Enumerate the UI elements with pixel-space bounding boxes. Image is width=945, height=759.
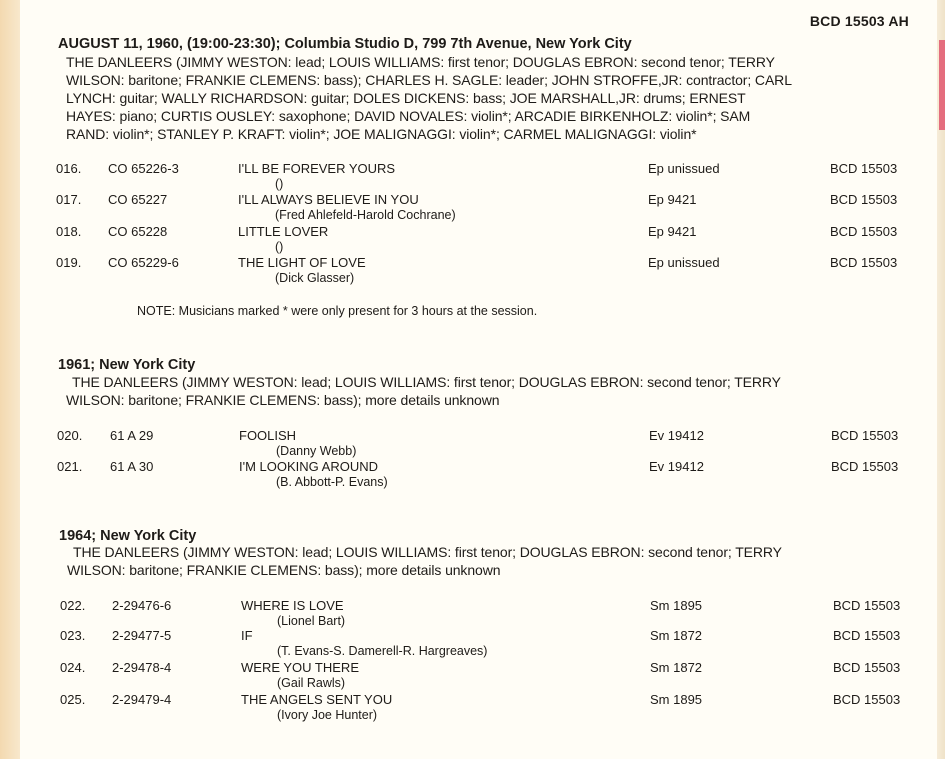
track-title: WHERE IS LOVE xyxy=(241,598,344,613)
track-composer: (Danny Webb) xyxy=(276,444,357,458)
track-issue: Ep unissued xyxy=(648,255,720,270)
track-number: 016. xyxy=(56,161,82,176)
track-issue: Sm 1872 xyxy=(650,660,703,675)
track-number: 023. xyxy=(60,628,86,643)
track-title: IF xyxy=(241,628,253,643)
track-composer: (Ivory Joe Hunter) xyxy=(277,708,378,722)
track-number: 025. xyxy=(60,692,86,707)
track-title: I'LL BE FOREVER YOURS xyxy=(238,161,396,176)
track-row xyxy=(0,459,945,491)
track-title: THE ANGELS SENT YOU xyxy=(241,692,393,707)
session-personnel xyxy=(67,543,782,579)
session-heading: AUGUST 11, 1960, (19:00-23:30); Columbia Studio D, 799 7th Avenue, New York City xyxy=(58,36,632,52)
track-composer: (Lionel Bart) xyxy=(277,614,346,628)
track-issue: Ev 19412 xyxy=(649,459,704,474)
track-issue: Ev 19412 xyxy=(649,428,704,443)
track-title: WERE YOU THERE xyxy=(241,660,359,675)
track-row xyxy=(0,161,945,193)
track-cd: BCD 15503 xyxy=(830,192,898,207)
track-number: 024. xyxy=(60,660,86,675)
personnel-line: WILSON: baritone; FRANKIE CLEMENS: bass); more details unknown xyxy=(66,392,500,408)
track-cd: BCD 15503 xyxy=(831,428,899,443)
personnel-line: THE DANLEERS (JIMMY WESTON: lead; LOUIS WILLIAMS: first tenor; DOUGLAS EBRON: second tenor; TERRY xyxy=(66,54,775,70)
personnel-line: THE DANLEERS (JIMMY WESTON: lead; LOUIS WILLIAMS: first tenor; DOUGLAS EBRON: second tenor; TERRY xyxy=(73,544,782,560)
matrix-number: CO 65227 xyxy=(108,192,168,207)
matrix-number: CO 65228 xyxy=(108,224,168,239)
track-row xyxy=(0,428,945,460)
track-title: I'M LOOKING AROUND xyxy=(239,459,379,474)
track-composer: () xyxy=(275,240,284,254)
track-cd: BCD 15503 xyxy=(833,598,901,613)
track-number: 021. xyxy=(57,459,83,474)
track-row xyxy=(0,628,945,660)
track-cd: BCD 15503 xyxy=(830,161,898,176)
personnel-line: LYNCH: guitar; WALLY RICHARDSON: guitar; DOLES DICKENS: bass; JOE MARSHALL,JR: drums; ERNEST xyxy=(66,90,746,106)
track-row xyxy=(0,255,945,287)
track-number: 020. xyxy=(57,428,83,443)
matrix-number: CO 65226-3 xyxy=(108,161,179,176)
track-composer: () xyxy=(275,177,284,191)
matrix-number: 61 A 29 xyxy=(110,428,154,443)
personnel-line: WILSON: baritone; FRANKIE CLEMENS: bass); CHARLES H. SAGLE: leader; JOHN STROFFE,JR: contractor; CARL xyxy=(66,72,792,88)
personnel-line: HAYES: piano; CURTIS OUSLEY: saxophone; DAVID NOVALES: violin*; ARCADIE BIRKENHOLZ: violin*; SAM xyxy=(66,108,751,124)
catalog-number: BCD 15503 AH xyxy=(809,13,909,29)
personnel-line: THE DANLEERS (JIMMY WESTON: lead; LOUIS WILLIAMS: first tenor; DOUGLAS EBRON: second tenor; TERRY xyxy=(72,374,781,390)
track-composer: (Fred Ahlefeld-Harold Cochrane) xyxy=(275,208,456,222)
track-cd: BCD 15503 xyxy=(830,255,898,270)
matrix-number: 2-29478-4 xyxy=(112,660,172,675)
matrix-number: 2-29476-6 xyxy=(112,598,172,613)
track-number: 022. xyxy=(60,598,86,613)
track-number: 017. xyxy=(56,192,82,207)
track-row xyxy=(0,192,945,224)
track-cd: BCD 15503 xyxy=(833,660,901,675)
track-number: 019. xyxy=(56,255,82,270)
track-row xyxy=(0,598,945,630)
matrix-number: CO 65229-6 xyxy=(108,255,179,270)
track-title: FOOLISH xyxy=(239,428,297,443)
track-number: 018. xyxy=(56,224,82,239)
track-issue: Sm 1872 xyxy=(650,628,703,643)
matrix-number: 61 A 30 xyxy=(110,459,154,474)
track-row xyxy=(0,660,945,692)
track-cd: BCD 15503 xyxy=(831,459,899,474)
session-heading: 1964; New York City xyxy=(59,528,197,544)
track-row xyxy=(0,224,945,256)
personnel-line: RAND: violin*; STANLEY P. KRAFT: violin*; JOE MALIGNAGGI: violin*; CARMEL MALIGNAGGI: violin* xyxy=(66,126,697,142)
track-cd: BCD 15503 xyxy=(833,628,901,643)
track-title: THE LIGHT OF LOVE xyxy=(238,255,366,270)
track-composer: (Gail Rawls) xyxy=(277,676,346,690)
session-personnel xyxy=(66,53,792,143)
track-cd: BCD 15503 xyxy=(833,692,901,707)
matrix-number: 2-29479-4 xyxy=(112,692,172,707)
session-heading: 1961; New York City xyxy=(58,357,196,373)
page-edge-marker xyxy=(939,40,945,130)
track-issue: Ep 9421 xyxy=(648,192,697,207)
track-composer: (T. Evans-S. Damerell-R. Hargreaves) xyxy=(277,644,488,658)
track-composer: (B. Abbott-P. Evans) xyxy=(276,475,388,489)
track-issue: Ep unissued xyxy=(648,161,720,176)
track-issue: Sm 1895 xyxy=(650,598,703,613)
session-note: NOTE: Musicians marked * were only present for 3 hours at the session. xyxy=(137,304,538,318)
track-issue: Ep 9421 xyxy=(648,224,697,239)
track-title: I'LL ALWAYS BELIEVE IN YOU xyxy=(238,192,419,207)
track-issue: Sm 1895 xyxy=(650,692,703,707)
track-row xyxy=(0,692,945,724)
matrix-number: 2-29477-5 xyxy=(112,628,172,643)
track-cd: BCD 15503 xyxy=(830,224,898,239)
personnel-line: WILSON: baritone; FRANKIE CLEMENS: bass); more details unknown xyxy=(67,562,501,578)
track-composer: (Dick Glasser) xyxy=(275,271,355,285)
track-title: LITTLE LOVER xyxy=(238,224,329,239)
session-personnel xyxy=(66,373,781,409)
